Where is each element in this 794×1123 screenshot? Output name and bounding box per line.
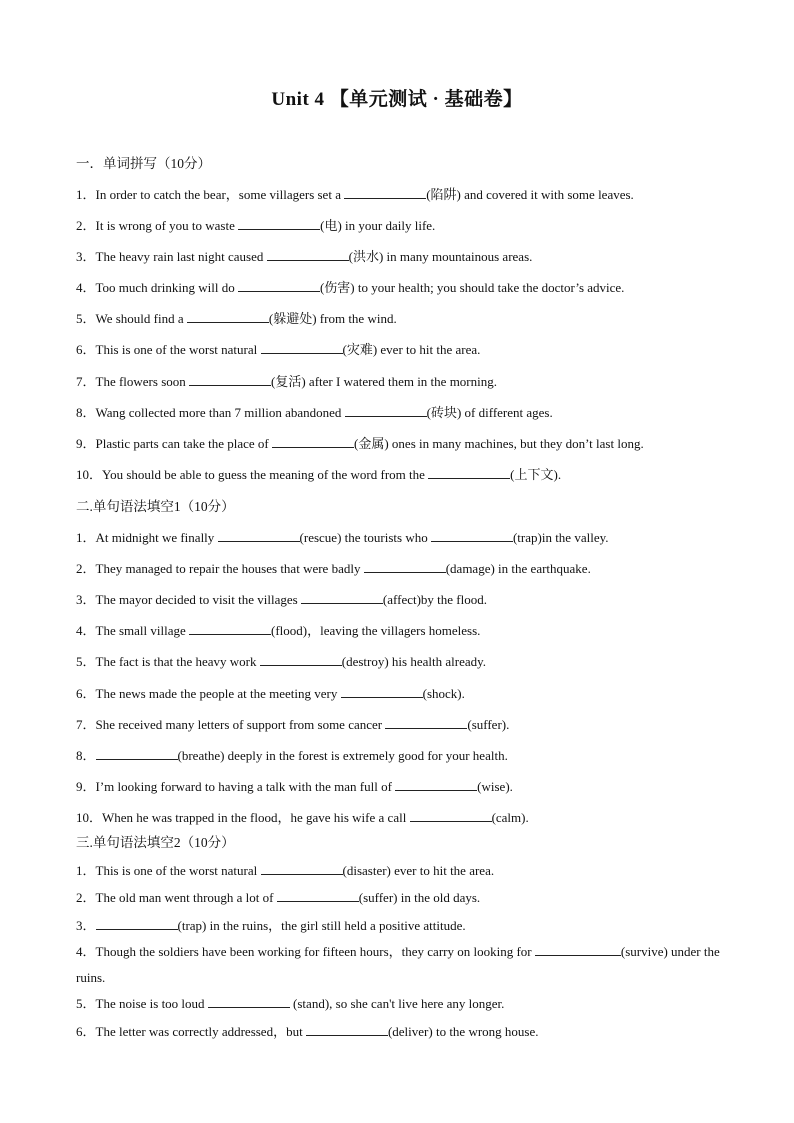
section-grammar-fill-2 <box>76 832 720 1039</box>
answer-blank[interactable] <box>218 529 300 542</box>
answer-blank[interactable] <box>428 466 510 479</box>
answer-blank[interactable] <box>301 591 383 604</box>
section-heading: 二.单句语法填空1（10分） <box>76 499 235 514</box>
answer-blank[interactable] <box>260 653 342 666</box>
answer-blank[interactable] <box>238 217 320 230</box>
answer-blank[interactable] <box>345 404 427 417</box>
page-title: Unit 4 【单元测试 · 基础卷】 <box>271 89 523 110</box>
answer-blank[interactable] <box>208 995 290 1008</box>
question-item: 2．The old man went through a lot of (suffer) in the old days. <box>76 890 481 905</box>
answer-blank[interactable] <box>306 1023 388 1036</box>
answer-blank[interactable] <box>395 778 477 791</box>
question-item: 10．You should be able to guess the meaning of the word from the (上下文). <box>76 467 562 482</box>
question-item: 5．We should find a (躲避处) from the wind. <box>76 311 397 326</box>
section-word-spelling <box>76 153 720 482</box>
answer-blank[interactable] <box>277 889 359 902</box>
answer-blank[interactable] <box>364 560 446 573</box>
answer-blank[interactable] <box>238 279 320 292</box>
answer-blank[interactable] <box>341 685 423 698</box>
question-item: 8．Wang collected more than 7 million abandoned (砖块) of different ages. <box>76 405 553 420</box>
question-item: 6．The news made the people at the meeting very (shock). <box>76 686 465 701</box>
answer-blank[interactable] <box>385 716 467 729</box>
question-item: 3．The heavy rain last night caused (洪水) in many mountainous areas. <box>76 249 533 264</box>
question-item: 4．Too much drinking will do (伤害) to your health; you should take the doctor’s advice. <box>76 280 625 295</box>
answer-blank[interactable] <box>344 186 426 199</box>
answer-blank[interactable] <box>96 747 178 760</box>
answer-blank[interactable] <box>410 809 492 822</box>
question-item: 2．They managed to repair the houses that were badly (damage) in the earthquake. <box>76 561 591 576</box>
answer-blank[interactable] <box>272 435 354 448</box>
question-item: 8． (breathe) deeply in the forest is extremely good for your health. <box>76 748 508 763</box>
question-item: 4．The small village (flood)，leaving the villagers homeless. <box>76 623 481 638</box>
question-item: 6．The letter was correctly addressed，but (deliver) to the wrong house. <box>76 1024 539 1039</box>
answer-blank[interactable] <box>189 622 271 635</box>
question-item: 5．The noise is too loud (stand), so she can't live here any longer. <box>76 996 505 1011</box>
question-item: 6．This is one of the worst natural (灾难) ever to hit the area. <box>76 342 481 357</box>
answer-blank[interactable] <box>535 943 621 956</box>
question-item: 3． (trap) in the ruins，the girl still held a positive attitude. <box>76 918 466 933</box>
answer-blank[interactable] <box>261 341 343 354</box>
question-item: 1．In order to catch the bear，some villagers set a (陷阱) and covered it with some leaves. <box>76 187 634 202</box>
question-item: 7．The flowers soon (复活) after I watered them in the morning. <box>76 374 497 389</box>
answer-blank[interactable] <box>431 529 513 542</box>
question-item: 1．This is one of the worst natural (disaster) ever to hit the area. <box>76 863 495 878</box>
question-item: 9．Plastic parts can take the place of (金属) ones in many machines, but they don’t last long. <box>76 436 644 451</box>
section-heading: 一．单词拼写（10分） <box>76 156 211 171</box>
answer-blank[interactable] <box>187 310 269 323</box>
section-grammar-fill-1 <box>76 496 720 825</box>
question-item: 1．At midnight we finally (rescue) the tourists who (trap)in the valley. <box>76 530 609 545</box>
question-item: 2．It is wrong of you to waste (电) in your daily life. <box>76 218 436 233</box>
answer-blank[interactable] <box>96 917 178 930</box>
answer-blank[interactable] <box>267 248 349 261</box>
question-item: 4．Though the soldiers have been working for fifteen hours，they carry on looking for (survive) under the ruins. <box>76 944 720 985</box>
question-item: 9．I’m looking forward to having a talk with the man full of (wise). <box>76 779 513 794</box>
question-item: 5．The fact is that the heavy work (destroy) his health already. <box>76 654 487 669</box>
question-item: 10．When he was trapped in the flood，he gave his wife a call (calm). <box>76 810 529 825</box>
question-item: 7．She received many letters of support from some cancer (suffer). <box>76 717 510 732</box>
answer-blank[interactable] <box>261 862 343 875</box>
section-heading: 三.单句语法填空2（10分） <box>76 835 235 850</box>
question-item: 3．The mayor decided to visit the villages (affect)by the flood. <box>76 592 487 607</box>
answer-blank[interactable] <box>189 373 271 386</box>
